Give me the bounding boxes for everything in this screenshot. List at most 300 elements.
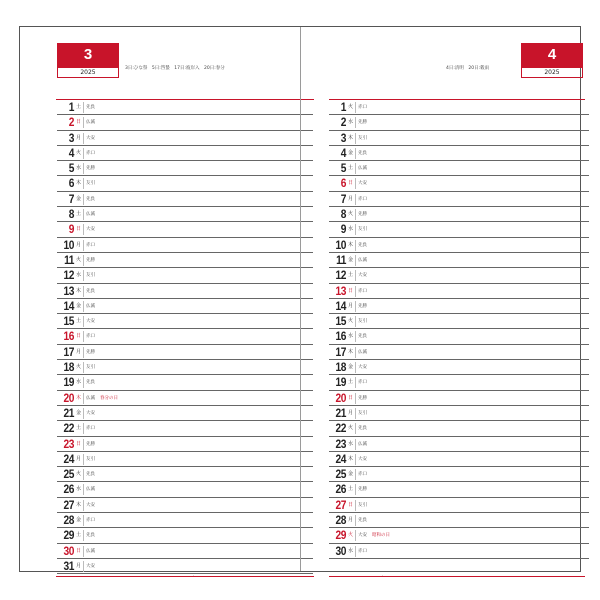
column-divider	[355, 117, 356, 128]
day-number: 5	[68, 161, 74, 176]
column-divider	[355, 178, 356, 189]
weekday-label: 水	[348, 226, 354, 233]
column-divider	[83, 393, 84, 404]
column-divider	[355, 454, 356, 465]
day-row	[57, 421, 313, 436]
rokuyo-label: 先勝	[86, 349, 95, 355]
weekday-label: 土	[76, 104, 82, 110]
weekday-label: 木	[348, 348, 354, 355]
weekday-label: 火	[76, 149, 82, 156]
weekday-label: 木	[348, 134, 354, 141]
rokuyo-label: 先勝	[358, 487, 367, 493]
day-number: 12	[63, 268, 74, 283]
rokuyo-label: 大安	[358, 273, 367, 279]
rokuyo-label: 大安	[358, 181, 367, 187]
rokuyo-label: 仏滅	[358, 441, 367, 447]
column-divider	[83, 194, 84, 205]
day-number: 23	[335, 436, 346, 451]
day-row	[329, 375, 589, 390]
rokuyo-label: 先勝	[86, 441, 95, 447]
rokuyo-label: 大安	[358, 365, 367, 371]
weekday-label: 土	[76, 211, 82, 218]
column-divider	[355, 347, 356, 358]
rokuyo-label: 赤口	[358, 105, 367, 110]
weekday-label: 月	[348, 302, 354, 309]
day-row	[329, 284, 589, 299]
holiday-label: 春分の日	[100, 395, 118, 401]
column-divider	[83, 178, 84, 189]
rokuyo-label: 仏滅	[86, 395, 95, 401]
weekday-label: 水	[76, 379, 82, 386]
weekday-label: 日	[76, 440, 82, 447]
day-row	[329, 146, 589, 161]
column-divider	[355, 255, 356, 266]
column-divider	[83, 408, 84, 419]
rokuyo-label: 先負	[358, 518, 367, 524]
day-row	[329, 314, 589, 329]
day-row	[329, 299, 589, 314]
column-divider	[355, 194, 356, 205]
weekday-label: 土	[76, 318, 82, 325]
weekday-label: 月	[76, 455, 82, 462]
rokuyo-label: 先負	[86, 105, 95, 110]
day-number: 10	[63, 237, 74, 252]
day-number: 15	[335, 314, 346, 329]
column-divider	[355, 148, 356, 159]
day-row	[57, 437, 313, 452]
rokuyo-label: 仏滅	[86, 303, 95, 309]
rokuyo-label: 先負	[358, 426, 367, 432]
day-number: 11	[336, 252, 346, 267]
column-divider	[83, 469, 84, 480]
day-row	[329, 528, 589, 543]
column-divider	[83, 163, 84, 174]
day-number: 21	[335, 405, 346, 420]
column-divider	[83, 484, 84, 495]
day-row	[57, 131, 313, 146]
day-row	[329, 513, 589, 528]
rokuyo-label: 友引	[358, 227, 367, 233]
column-divider	[355, 102, 356, 113]
rokuyo-label: 先勝	[358, 120, 367, 126]
column-divider	[83, 316, 84, 327]
rokuyo-label: 大安	[86, 319, 95, 325]
rokuyo-label: 友引	[358, 319, 367, 325]
weekday-label: 水	[76, 486, 82, 493]
day-row	[57, 544, 313, 559]
column-divider	[83, 500, 84, 511]
day-row	[57, 284, 313, 299]
rokuyo-label: 赤口	[358, 288, 367, 294]
day-row	[329, 192, 589, 207]
day-row	[57, 528, 313, 543]
footer-mark: .	[382, 572, 384, 577]
day-number: 17	[63, 344, 74, 359]
footer-rule	[56, 576, 314, 577]
day-number: 30	[335, 543, 346, 558]
day-row	[329, 406, 589, 421]
weekday-label: 金	[348, 471, 354, 478]
column-divider	[355, 209, 356, 220]
footer-rule	[329, 576, 585, 577]
rokuyo-label: 先勝	[358, 303, 367, 309]
day-number: 23	[63, 436, 74, 451]
rokuyo-label: 大安	[86, 227, 95, 233]
column-divider	[355, 224, 356, 235]
column-divider	[83, 331, 84, 342]
day-number: 24	[335, 451, 346, 466]
day-number: 27	[63, 497, 74, 512]
column-divider	[355, 286, 356, 297]
day-number: 22	[335, 421, 346, 436]
weekday-label: 金	[76, 195, 82, 202]
day-row	[57, 115, 313, 130]
rokuyo-label: 仏滅	[358, 166, 367, 172]
column-divider	[83, 423, 84, 434]
day-number: 2	[68, 115, 74, 130]
weekday-label: 水	[76, 272, 82, 279]
weekday-label: 日	[348, 501, 354, 508]
weekday-label: 木	[348, 455, 354, 462]
column-divider	[355, 423, 356, 434]
day-number: 6	[68, 176, 74, 191]
day-row	[329, 467, 589, 482]
day-row	[57, 452, 313, 467]
day-row	[329, 360, 589, 375]
rokuyo-label: 赤口	[86, 518, 95, 524]
day-row	[57, 314, 313, 329]
weekday-label: 月	[348, 409, 354, 416]
month-label: 3	[57, 43, 119, 67]
weekday-label: 火	[348, 318, 354, 325]
day-number: 16	[63, 329, 74, 344]
day-number: 13	[335, 283, 346, 298]
day-number: 4	[68, 145, 74, 160]
day-number: 25	[335, 467, 346, 482]
rokuyo-label: 先勝	[358, 395, 367, 401]
rokuyo-label: 仏滅	[86, 212, 95, 218]
rokuyo-label: 仏滅	[86, 120, 95, 126]
day-row	[57, 345, 313, 360]
rokuyo-label: 大安	[86, 410, 95, 416]
day-list	[57, 100, 313, 574]
day-row	[329, 253, 589, 268]
day-row	[329, 131, 589, 146]
column-divider	[83, 270, 84, 281]
weekday-label: 水	[348, 440, 354, 447]
column-divider	[355, 316, 356, 327]
rokuyo-label: 仏滅	[86, 548, 95, 554]
rokuyo-label: 先負	[358, 242, 367, 248]
column-divider	[355, 530, 356, 541]
column-divider	[355, 270, 356, 281]
column-divider	[355, 515, 356, 526]
weekday-label: 水	[348, 119, 354, 126]
column-divider	[83, 133, 84, 144]
column-divider	[83, 530, 84, 541]
day-row	[329, 161, 589, 176]
column-divider	[355, 133, 356, 144]
column-divider	[83, 209, 84, 220]
day-row	[57, 375, 313, 390]
column-divider	[355, 469, 356, 480]
weekday-label: 水	[76, 165, 82, 172]
weekday-label: 日	[76, 119, 82, 126]
rokuyo-label: 友引	[358, 502, 367, 508]
column-divider	[83, 240, 84, 251]
day-number: 9	[68, 222, 74, 237]
rokuyo-label: 赤口	[358, 472, 367, 478]
day-row	[329, 115, 589, 130]
weekday-label: 木	[76, 501, 82, 508]
day-row	[329, 176, 589, 191]
day-row	[329, 452, 589, 467]
weekday-label: 火	[348, 211, 354, 218]
day-number: 7	[340, 191, 346, 206]
day-number: 30	[63, 543, 74, 558]
day-row	[57, 207, 313, 222]
day-number: 28	[335, 513, 346, 528]
day-row	[57, 176, 313, 191]
rokuyo-label: 友引	[86, 456, 95, 462]
day-number: 26	[335, 482, 346, 497]
day-row	[57, 299, 313, 314]
column-divider	[355, 240, 356, 251]
day-number: 4	[340, 145, 346, 160]
column-divider	[83, 362, 84, 373]
rokuyo-label: 先負	[86, 288, 95, 294]
weekday-label: 日	[348, 180, 354, 187]
day-row	[329, 207, 589, 222]
weekday-label: 金	[348, 149, 354, 156]
day-number: 9	[340, 222, 346, 237]
day-number: 10	[335, 237, 346, 252]
weekday-label: 火	[76, 256, 82, 263]
rokuyo-label: 仏滅	[86, 487, 95, 493]
weekday-label: 金	[76, 302, 82, 309]
day-number: 6	[340, 176, 346, 191]
rokuyo-label: 大安	[86, 563, 95, 569]
footer-mark: .	[193, 572, 195, 577]
day-number: 18	[335, 360, 346, 375]
day-row	[57, 222, 313, 237]
column-divider	[83, 117, 84, 128]
day-number: 31	[63, 558, 74, 573]
day-row	[329, 498, 589, 513]
weekday-label: 水	[348, 333, 354, 340]
month-notes: 4日:清明 20日:穀雨	[446, 66, 490, 71]
day-row	[329, 222, 589, 237]
weekday-label: 土	[348, 486, 354, 493]
day-number: 28	[63, 513, 74, 528]
weekday-label: 木	[76, 394, 82, 401]
column-divider	[355, 484, 356, 495]
column-divider	[83, 439, 84, 450]
day-row	[57, 467, 313, 482]
rokuyo-label: 赤口	[358, 380, 367, 386]
weekday-label: 水	[348, 547, 354, 554]
weekday-label: 日	[76, 547, 82, 554]
column-divider	[83, 255, 84, 266]
rokuyo-label: 赤口	[86, 426, 95, 432]
rokuyo-label: 友引	[358, 410, 367, 416]
day-number: 13	[63, 283, 74, 298]
column-divider	[83, 454, 84, 465]
day-row	[329, 391, 589, 406]
day-number: 5	[340, 161, 346, 176]
rokuyo-label: 赤口	[86, 242, 95, 248]
weekday-label: 土	[76, 532, 82, 539]
weekday-label: 月	[348, 195, 354, 202]
column-divider	[355, 163, 356, 174]
day-row	[329, 268, 589, 283]
column-divider	[355, 500, 356, 511]
day-list	[329, 100, 589, 559]
weekday-label: 土	[348, 272, 354, 279]
column-divider	[83, 561, 84, 572]
rokuyo-label: 大安	[358, 533, 367, 539]
month-label: 4	[521, 43, 583, 67]
day-number: 18	[63, 360, 74, 375]
day-number: 20	[63, 390, 74, 405]
rokuyo-label: 先勝	[358, 212, 367, 218]
weekday-label: 火	[76, 471, 82, 478]
rokuyo-label: 先負	[358, 334, 367, 340]
day-row	[57, 329, 313, 344]
weekday-label: 火	[76, 364, 82, 371]
month-notes: 3日:ひな祭 5日:啓蟄 17日:彼岸入 20日:春分	[125, 66, 225, 71]
day-row	[57, 513, 313, 528]
rokuyo-label: 先負	[86, 380, 95, 386]
rokuyo-label: 先負	[86, 472, 95, 478]
rokuyo-label: 大安	[86, 135, 95, 141]
weekday-label: 日	[76, 226, 82, 233]
weekday-label: 月	[76, 241, 82, 248]
day-row	[57, 559, 313, 574]
rokuyo-label: 友引	[86, 181, 95, 187]
day-number: 29	[335, 528, 346, 543]
rokuyo-label: 大安	[358, 456, 367, 462]
weekday-label: 金	[348, 256, 354, 263]
day-number: 3	[68, 130, 74, 145]
spine-divider	[300, 27, 301, 571]
weekday-label: 金	[348, 364, 354, 371]
day-row	[57, 100, 313, 115]
day-row	[57, 146, 313, 161]
rokuyo-label: 友引	[86, 365, 95, 371]
weekday-label: 月	[76, 562, 82, 569]
weekday-label: 金	[76, 517, 82, 524]
column-divider	[83, 347, 84, 358]
day-number: 1	[340, 100, 346, 114]
rokuyo-label: 先負	[86, 533, 95, 539]
rokuyo-label: 赤口	[358, 196, 367, 202]
rokuyo-label: 先勝	[86, 257, 95, 263]
day-number: 2	[340, 115, 346, 130]
rokuyo-label: 赤口	[86, 150, 95, 156]
day-number: 22	[63, 421, 74, 436]
day-number: 25	[63, 467, 74, 482]
rokuyo-label: 先負	[358, 150, 367, 156]
column-divider	[355, 408, 356, 419]
day-row	[57, 161, 313, 176]
day-row	[329, 329, 589, 344]
rokuyo-label: 友引	[358, 135, 367, 141]
weekday-label: 火	[348, 425, 354, 432]
day-number: 3	[340, 130, 346, 145]
day-number: 17	[335, 344, 346, 359]
day-row	[57, 360, 313, 375]
day-row	[57, 406, 313, 421]
day-number: 7	[68, 191, 74, 206]
day-row	[329, 238, 589, 253]
day-number: 8	[340, 207, 346, 222]
day-row	[329, 345, 589, 360]
day-number: 19	[335, 375, 346, 390]
weekday-label: 火	[348, 104, 354, 110]
column-divider	[355, 331, 356, 342]
day-row	[57, 192, 313, 207]
weekday-label: 土	[76, 425, 82, 432]
day-number: 1	[68, 100, 74, 114]
column-divider	[355, 377, 356, 388]
rokuyo-label: 先勝	[86, 166, 95, 172]
day-row	[57, 498, 313, 513]
rokuyo-label: 赤口	[358, 548, 367, 554]
day-number: 21	[63, 405, 74, 420]
day-row	[57, 238, 313, 253]
column-divider	[355, 439, 356, 450]
rokuyo-label: 先負	[86, 196, 95, 202]
rokuyo-label: 友引	[86, 273, 95, 279]
weekday-label: 月	[348, 517, 354, 524]
column-divider	[355, 393, 356, 404]
day-row	[57, 391, 313, 406]
year-label: 2025	[57, 67, 119, 78]
holiday-label: 昭和の日	[372, 533, 390, 539]
weekday-label: 日	[348, 287, 354, 294]
weekday-label: 日	[348, 394, 354, 401]
day-row	[329, 437, 589, 452]
column-divider	[355, 546, 356, 557]
column-divider	[83, 224, 84, 235]
weekday-label: 木	[76, 287, 82, 294]
weekday-label: 火	[348, 532, 354, 539]
day-number: 24	[63, 451, 74, 466]
weekday-label: 日	[76, 333, 82, 340]
day-row	[329, 544, 589, 559]
day-row	[329, 482, 589, 497]
day-number: 26	[63, 482, 74, 497]
day-row	[57, 482, 313, 497]
day-number: 8	[68, 207, 74, 222]
day-row	[57, 268, 313, 283]
column-divider	[83, 148, 84, 159]
rokuyo-label: 仏滅	[358, 349, 367, 355]
day-number: 19	[63, 375, 74, 390]
weekday-label: 土	[348, 165, 354, 172]
year-label: 2025	[521, 67, 583, 78]
column-divider	[83, 301, 84, 312]
rokuyo-label: 仏滅	[358, 257, 367, 263]
column-divider	[83, 515, 84, 526]
rokuyo-label: 赤口	[86, 334, 95, 340]
day-number: 11	[64, 252, 74, 267]
day-number: 14	[335, 298, 346, 313]
weekday-label: 木	[76, 180, 82, 187]
column-divider	[355, 301, 356, 312]
day-number: 12	[335, 268, 346, 283]
